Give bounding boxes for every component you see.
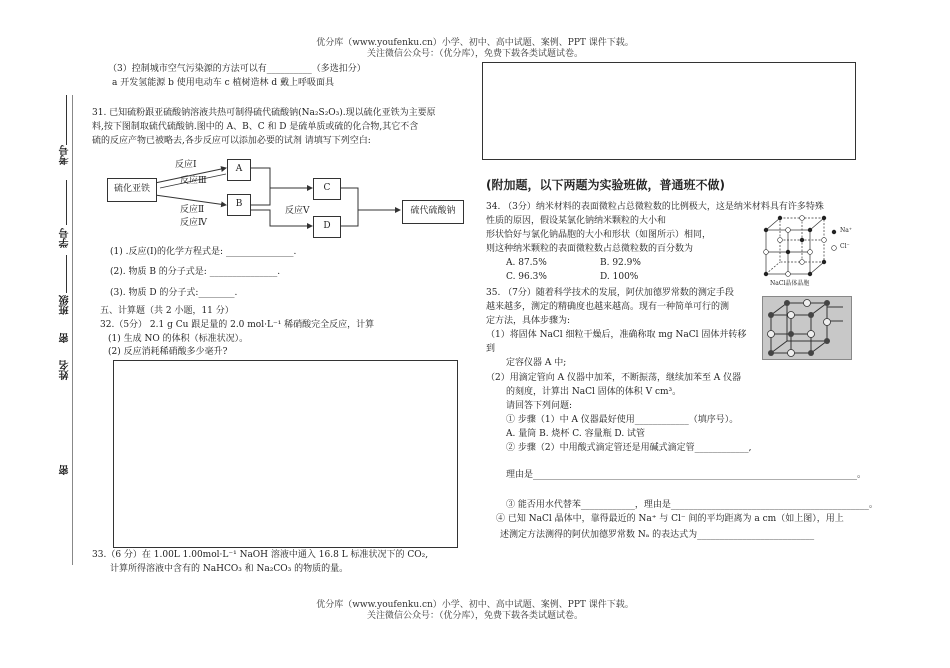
q35-line-1: 35. （7分）随着科学技术的发展，阿伏加德罗常数的测定手段 [486,288,734,298]
flow-node-c: C [313,178,341,200]
nacl-crystal-figure [762,212,852,290]
header-line-1: 优分库（www.youfenku.cn）小学、初中、高中试题、案例、PPT 课件下载。 [316,38,634,48]
q35-step-2b: 的刻度，计算出 NaCl 固体的体积 V cm³。 [506,387,682,397]
footer-line-2: 关注微信公众号：（优分库），免费下载各类试题试卷。 [366,611,583,621]
q35-step-2a: （2）用滴定管向 A 仪器中加苯，不断振荡，继续加苯至 A 仪器 [486,373,742,383]
flow-label-r3: 反应Ⅲ [180,176,207,186]
q31-line-1: 31. 已知硫粉跟亚硫酸钠溶液共热可制得硫代硫酸钠(Na₂S₂O₃).现以硫化亚铁为主要原 [92,108,436,118]
banji-blank [66,255,67,293]
q34-option-b: B. 92.9% [600,258,641,268]
nacl-model-icon [763,297,851,359]
q32-sub-2: (2) 反应消耗稀硝酸多少毫升? [108,347,228,357]
q35-ask: 请回答下列问题: [506,401,573,411]
q35-step-1b: 到 [486,344,496,354]
crystal-caption: NaCl晶体晶胞 [770,280,810,287]
q34-line-2: 性质的原因，假设某氯化钠纳米颗粒的大小和 [486,216,667,226]
q35-step-1c: 定容仪器 A 中; [506,358,567,368]
q35-line-3: 定方法，具体步骤为: [486,316,571,326]
xuehao-blank [66,180,67,225]
bonus-title: (附加题，以下两题为实验班做，普通班不做) [486,178,725,192]
q3-options: a 开发氢能源 b 使用电动车 c 植树造林 d 戴上呼吸面具 [112,78,334,88]
legend-cl: Cl⁻ [840,243,850,250]
legend-na: Na⁺ [840,227,852,234]
flow-label-r2: 反应Ⅱ [180,205,205,215]
flow-node-end: 硫代硫酸钠 [402,200,464,224]
q33-line-2: 计算所得溶液中含有的 NaHCO₃ 和 Na₂CO₃ 的物质的量。 [110,564,349,574]
q31-sub-3: (3). 物质 D 的分子式:________. [110,288,238,298]
q31-line-3: 硫的反应产物已被略去,各步反应可以添加必要的试剂 请填写下列空白: [92,136,371,146]
top-answer-box[interactable] [482,62,856,160]
nacl-cube-icon [762,212,852,282]
q31-sub-1: (1) .反应(Ⅰ)的化学方程式是: _______________. [110,247,297,257]
q34-line-4: 则这种纳米颗粒的表面微粒数占总微粒数的百分数为 [486,244,694,254]
q34-line-1: 34. （3分）纳米材料的表面微粒占总微粒数的比例极大，这是纳米材料具有许多特殊 [486,202,824,212]
q34-option-d: D. 100% [600,272,639,282]
q32-head: 32.（5分） 2.1 g Cu 跟足量的 2.0 mol·L⁻¹ 稀硝酸完全反应，计算 [100,320,375,330]
flow-label-r1: 反应Ⅰ [175,160,197,170]
q35-answer-2: ② 步骤（2）中用酸式滴定管还是用碱式滴定管____________, [506,443,752,453]
q31-sub-2: (2). 物质 B 的分子式是: _______________. [110,267,281,277]
nacl-model-image [762,296,852,360]
flow-node-d: D [313,216,341,238]
q32-answer-box[interactable] [113,360,458,548]
sidebar-xuehao-label: 学号 [60,228,71,248]
q34-line-3: 形状恰好与氯化钠晶胞的大小和形状（如图所示）相同， [486,230,712,240]
footer-line-1: 优分库（www.youfenku.cn）小学、初中、高中试题、案例、PPT 课件下载。 [316,600,634,610]
sidebar-mi-1: 密 [60,333,71,343]
q35-answer-4a: ④ 已知 NaCl 晶体中，靠得最近的 Na⁺ 与 Cl⁻ 间的平均距离为 a cm（如上图），用上 [496,514,844,524]
q34-option-c: C. 96.3% [506,272,547,282]
q33-line-1: 33.（6 分）在 1.00L 1.00mol·L⁻¹ NaOH 溶液中通入 16.8 L 标准状况下的 CO₂, [92,550,429,560]
q31-line-2: 料,按下图制取硫代硫酸钠.图中的 A、B、C 和 D 是硫单质或硫的化合物,其它不含 [92,122,419,132]
flow-label-r5: 反应Ⅴ [285,206,310,216]
q3-text: （3）控制城市空气污染源的方法可以有__________（多选扣分） [108,64,366,74]
q35-step-1a: （1）将固体 NaCl 细粒干燥后，准确称取 mg NaCl 固体并转移 [486,330,747,340]
flow-node-b: B [227,194,251,216]
q32-sub-1: (1) 生成 NO 的体积（标准状况）。 [108,334,249,344]
q35-answer-1-options: A. 量筒 B. 烧杯 C. 容量瓶 D. 试管 [506,429,646,439]
page-footer [0,600,950,622]
q34-option-a: A. 87.5% [506,258,547,268]
q35-answer-4b: 述测定方法测得的阿伏加德罗常数 Nₐ 的表达式为__________________________ [500,530,815,540]
q35-answer-3: ③ 能否用水代替苯____________，理由是____________________________________________。 [506,500,878,510]
flow-node-a: A [227,159,251,181]
section-5-title: 五、计算题（共 2 小题，11 分） [100,306,234,316]
sidebar-mi-2: 密 [60,465,71,475]
sidebar-banji-label: 班级 [60,295,71,315]
sidebar-kaohao-label: 考号 [60,145,71,165]
sidebar-xingming-label: 姓名 [60,360,71,380]
q35-line-2: 越来越多，测定的精确度也越来越高。现有一种简单可行的测 [486,302,730,312]
q35-reason-1: 理由是________________________________________________________________________。 [506,470,867,480]
q35-answer-1: ① 步骤（1）中 A 仪器最好使用____________（填序号）。 [506,415,739,425]
flow-node-start: 硫化亚铁 [107,178,157,202]
header-line-2: 关注微信公众号：（优分库），免费下载各类试题试卷。 [366,49,583,59]
flow-label-r4: 反应Ⅳ [180,218,207,228]
page-header [0,38,950,60]
binding-line [72,95,73,565]
kaohao-blank [66,95,67,145]
